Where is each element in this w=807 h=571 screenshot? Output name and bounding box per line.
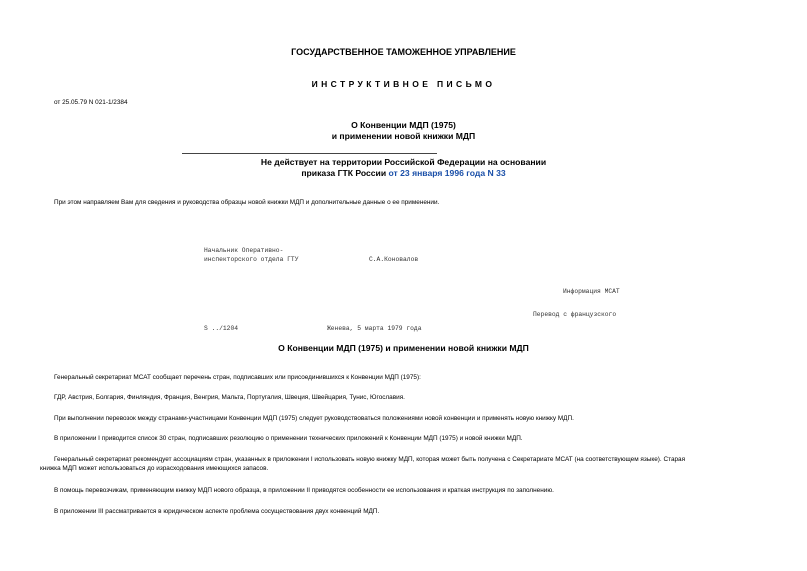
paragraph-1: Генеральный секретариат МСАТ сообщает перечень стран, подписавших или присоединившихся к Конвенции МДП (1975):	[54, 374, 421, 381]
attachment-place-date: Женева, 5 марта 1979 года	[327, 325, 422, 332]
paragraph-4: В приложении I приводится список 30 стран, подписавших резолюцию о применении технических приложений к Конвенции МДП (1975) и новой книжки МДП.	[54, 435, 523, 442]
paragraph-3: При выполнении перевозок между странами-участницами Конвенции МДП (1975) следует руководствоваться положениями новой конвенции и применять новую книжку МДП.	[54, 415, 574, 422]
attachment-reference: S ../1204	[204, 325, 239, 332]
paragraph-5-line2: книжка МДП может использоваться до израсходования имеющихся запасов.	[40, 465, 269, 472]
paragraph-2: ГДР, Австрия, Болгария, Финляндия, Франция, Венгрия, Мальта, Португалия, Швеция, Швейцария, Тунис, Югославия.	[54, 394, 405, 401]
intro-paragraph: При этом направляем Вам для сведения и руководства образцы новой книжки МДП и дополнительные данные о ее применении.	[54, 199, 440, 206]
attachment-translation-label: Перевод с французского	[533, 311, 617, 318]
agency-heading: ГОСУДАРСТВЕННОЕ ТАМОЖЕННОЕ УПРАВЛЕНИЕ	[291, 47, 516, 57]
signature-position-line1: Начальник Оперативно-	[204, 247, 284, 254]
document-title-line2: и применении новой книжки МДП	[331, 131, 476, 141]
signature-name: С.А.Коновалов	[369, 256, 419, 263]
attachment-title: О Конвенции МДП (1975) и применении новой книжки МДП	[278, 343, 529, 353]
order-link[interactable]: от 23 января 1996 года N 33	[388, 168, 506, 178]
document-title-line1: О Конвенции МДП (1975)	[351, 120, 456, 130]
signature-position-line2: инспекторского отдела ГТУ	[204, 256, 299, 263]
validity-notice-line2	[0, 168, 807, 179]
paragraph-5-line1: Генеральный секретариат рекомендует ассоциациям стран, указанных в приложении I использовать новую книжку МДП, которая может быть получена с Секретариате МСАТ (на соответствующем языке). Старая	[54, 456, 686, 463]
document-type-heading: ИНСТРУКТИВНОЕ ПИСЬМО	[311, 79, 496, 89]
validity-notice-line1: Не действует на территории Российской Федерации на основании	[260, 157, 547, 167]
separator-rule	[182, 153, 437, 154]
paragraph-7: В приложении III рассматривается в юридическом аспекте проблема сосуществования двух конвенций МДП.	[54, 508, 380, 515]
validity-notice-prefix: приказа ГТК России	[301, 168, 389, 178]
paragraph-6: В помощь перевозчикам, применяющим книжку МДП нового образца, в приложении II приводятся особенности ее использования и краткая инструкция по заполнению.	[54, 487, 554, 494]
document-date-number: от 25.05.79 N 021-1/2384	[54, 99, 128, 106]
attachment-info-label: Информация МСАТ	[563, 288, 620, 295]
